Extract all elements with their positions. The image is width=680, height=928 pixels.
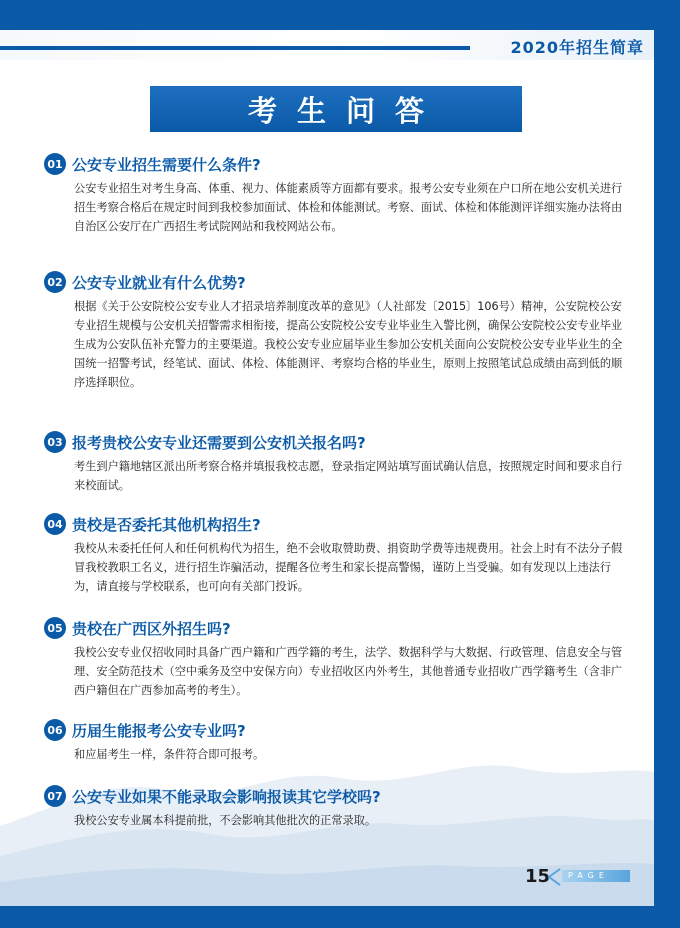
answer-text: 我校从未委托任何人和任何机构代为招生，绝不会收取赞助费、捐资助学费等违规费用。社会上时有不法分子假冒我校教职工名义，进行招生诈骗活动，提醒各位考生和家长提高警惕，谨防上当受骗。如有发现以上违法行为，请直接与学校联系，也可向有关部门投诉。 (74, 542, 623, 593)
question-number-badge: 07 (44, 785, 66, 807)
qa-item-1 (44, 152, 624, 236)
question-number-badge: 06 (44, 719, 66, 741)
right-frame-bar (654, 0, 680, 928)
qa-item-4 (44, 512, 624, 596)
answer-text: 我校公安专业仅招收同时具备广西户籍和广西学籍的考生，法学、数据科学与大数据、行政管理、信息安全与管理、安全防范技术（空中乘务及空中安保方向）专业招收区内外考生，其他普通专业招收广西学籍考生（含非广西户籍但在广西参加高考的考生）。 (74, 646, 623, 697)
qa-item-7 (44, 784, 624, 830)
header-rule (0, 46, 470, 50)
question-number-badge: 01 (44, 153, 66, 175)
question-title: 贵校是否委托其他机构招生? (72, 515, 261, 534)
answer-text: 考生到户籍地辖区派出所考察合格并填报我校志愿，登录指定网站填写面试确认信息，按照规定时间和要求自行来校面试。 (74, 460, 623, 492)
question-title: 贵校在广西区外招生吗? (72, 619, 231, 638)
qa-item-2 (44, 270, 624, 392)
top-frame-bar (0, 0, 680, 30)
qa-item-6 (44, 718, 624, 764)
qa-item-5 (44, 616, 624, 700)
section-banner (150, 86, 522, 132)
header-title: 2020年招生简章 (510, 38, 644, 57)
section-title: 考生问答 (247, 93, 444, 128)
answer-text: 公安专业招生对考生身高、体重、视力、体能素质等方面都有要求。报考公安专业须在户口所在地公安机关进行招生考察合格后在规定时间到我校参加面试、体检和体能测试。考察、面试、体检和体能测评详细实施办法将由自治区公安厅在广西招生考试院网站和我校网站公布。 (74, 182, 623, 233)
question-title: 公安专业就业有什么优势? (72, 273, 246, 292)
question-title: 公安专业招生需要什么条件? (72, 155, 261, 174)
question-title: 公安专业如果不能录取会影响报读其它学校吗? (72, 787, 381, 806)
answer-text: 根据《关于公安院校公安专业人才招录培养制度改革的意见》（人社部发〔2015〕106号）精神，公安院校公安专业招生规模与公安机关招警需求相衔接，提高公安院校公安专业毕业生入警比例，确保公安院校公安专业毕业生成为公安队伍补充警力的主要渠道。我校公安专业应届毕业生参加公安机关面向公安院校公安专业毕业生的全国统一招警考试，经笔试、面试、体检、体能测评、考察均合格的毕业生，原则上按照笔试总成绩由高到低的顺序选择职位。 (74, 300, 623, 389)
chevron-left-icon (546, 868, 562, 886)
page-number: 15 (525, 866, 551, 887)
bottom-frame-bar (0, 906, 680, 928)
answer-text: 我校公安专业属本科提前批，不会影响其他批次的正常录取。 (74, 814, 377, 827)
question-title: 历届生能报考公安专业吗? (72, 721, 246, 740)
question-title: 报考贵校公安专业还需要到公安机关报名吗? (72, 433, 366, 452)
page-label: PAGE (562, 870, 630, 882)
qa-item-3 (44, 430, 624, 495)
answer-text: 和应届考生一样，条件符合即可报考。 (74, 748, 265, 761)
question-number-badge: 05 (44, 617, 66, 639)
question-number-badge: 03 (44, 431, 66, 453)
question-number-badge: 02 (44, 271, 66, 293)
question-number-badge: 04 (44, 513, 66, 535)
